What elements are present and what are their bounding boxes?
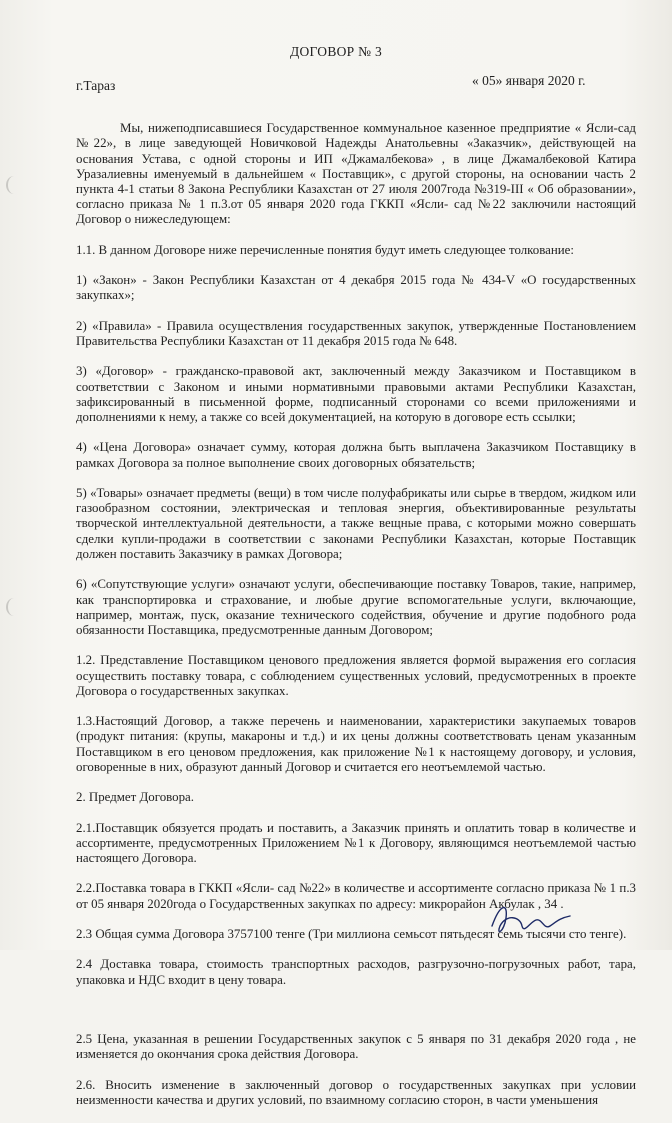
document-city: г.Тараз bbox=[76, 78, 116, 93]
hole-punch-mark bbox=[6, 598, 22, 616]
paragraph-definition-services: 6) «Сопутствующие услуги» означают услуги, обеспечивающие поставку Товаров, такие, например, как транспортировка и страхование, и любые другие вспомогательные услуги, включающие, например, монтаж, пуск, оказание технического содействия, обучение и другие подобного рода обязанности Поставщика, предусмотренные данным Договором; bbox=[76, 577, 636, 637]
document-date: « 05» января 2020 г. bbox=[472, 73, 586, 88]
paragraph-2-2: 2.2.Поставка товара в ГККП «Ясли- сад №22» в количестве и ассортименте согласно приказа № 1 п.3 от 05 января 2020года о Государственных закупках по адресу: микрорайон Акбулак , 34 . bbox=[76, 881, 636, 911]
document-body bbox=[76, 106, 636, 1123]
paragraph-2-5: 2.5 Цена, указанная в решении Государственных закупок с 5 января по 31 декабря 2020 года , не изменяется до окончания срока действия Договора. bbox=[76, 1032, 636, 1062]
paragraph-1-3: 1.3.Настоящий Договор, а также перечень и наименовании, характеристики закупаемых товаров (продукт питания: (крупы, макароны и т.д.) и их цены должны соответствовать ценам указанным Поставщиком в его ценовом предложения, как приложение №1 к настоящему договору, и условия, оговоренные в них, образуют данный Договор и считается его неотъемлемой частью. bbox=[76, 714, 636, 774]
paragraph-2-6: 2.6. Вносить изменение в заключенный договор о государственных закупках при условии неизменности качества и других условий, по взаимному согласию сторон, в части уменьшения bbox=[76, 1077, 636, 1107]
paragraph-gap bbox=[76, 1003, 636, 1017]
hole-punch-mark bbox=[6, 176, 22, 194]
paragraph-2-3: 2.3 Общая сумма Договора 3757100 тенге (Три миллиона семьсот пятьдесят семь тысячи сто тенге). bbox=[76, 926, 627, 941]
section-heading-subject: 2. Предмет Договора. bbox=[76, 790, 194, 805]
paragraph-1-1: 1.1. В данном Договоре ниже перечисленные понятия будут иметь следующее толкование: bbox=[76, 242, 574, 257]
paragraph-preamble: Мы, нижеподписавшиеся Государственное коммунальное казенное предприятие « Ясли-сад №22», в лице заведующей Новичковой Надежды Анатольевны «Заказчик», действующей на основания Устава, с одной стороны и ИП «Джамалбекова» , в лице Джамалбековой Катира Уразалиевны именуемый в дальнейшем « Поставщик», с другой стороны, на основании часть 2 пункта 4-1 статьи 8 Закона Республики Казахстан от 27 июля 2007года №319-III « Об образовании», согласно приказа № 1 п.3.от 05 января 2020 года ГККП «Ясли- сад №22 заключили настоящий Договор о нижеследующем: bbox=[76, 121, 636, 227]
paragraph-2-4: 2.4 Доставка товара, стоимость транспортных расходов, разгрузочно-погрузочных работ, тара, упаковка и НДС входит в цену товара. bbox=[76, 957, 636, 987]
paragraph-2-1: 2.1.Поставщик обязуется продать и поставить, а Заказчик принять и оплатить товар в количестве и ассортименте, предусмотренных Приложением №1 к Договору, являющимся неотъемлемой частью настоящего Договора. bbox=[76, 820, 636, 865]
signature-mark bbox=[486, 896, 576, 944]
paragraph-1-2: 1.2. Представление Поставщиком ценового предложения является формой выражения его согласия осуществить поставку товара, с соблюдением существенных условий, предусмотренных в проекте Договора о государственных закупках. bbox=[76, 653, 636, 698]
paragraph-definition-contract: 3) «Договор» - гражданско-правовой акт, заключенный между Заказчиком и Поставщиком в соответствии с Законом и иными нормативными правовыми актами Республики Казахстан, зафиксированный в письменной форме, подписанный сторонами со всеми приложениями и дополнениями к нему, а также со всей документацией, на которую в договоре есть ссылки; bbox=[76, 364, 636, 425]
paragraph-definition-goods: 5) «Товары» означает предметы (вещи) в том числе полуфабрикаты или сырье в твердом, жидком или газообразном состоянии, электрическая и тепловая энергия, объективированные результаты творческой интеллектуальной деятельности, а также вещные права, с которыми можно совершать сделки купли-продажи в соответствии с законами Республики Казахстан, которые Поставщик должен поставить Заказчику в рамках Договора; bbox=[76, 486, 636, 561]
document-title: ДОГОВОР № 3 bbox=[289, 44, 383, 59]
paragraph-definition-rules: 2) «Правила» - Правила осуществления государственных закупок, утвержденные Постановлением Правительства Республики Казахстан от 11 декабря 2015 года № 648. bbox=[76, 318, 636, 349]
paragraph-definition-law: 1) «Закон» - Закон Республики Казахстан от 4 декабря 2015 года № 434-V «О государственных закупках»; bbox=[76, 273, 636, 303]
paragraph-definition-price: 4) «Цена Договора» означает сумму, которая должна быть выплачена Заказчиком Поставщику в рамках Договора за полное выполнение своих договорных обязательств; bbox=[76, 440, 636, 470]
